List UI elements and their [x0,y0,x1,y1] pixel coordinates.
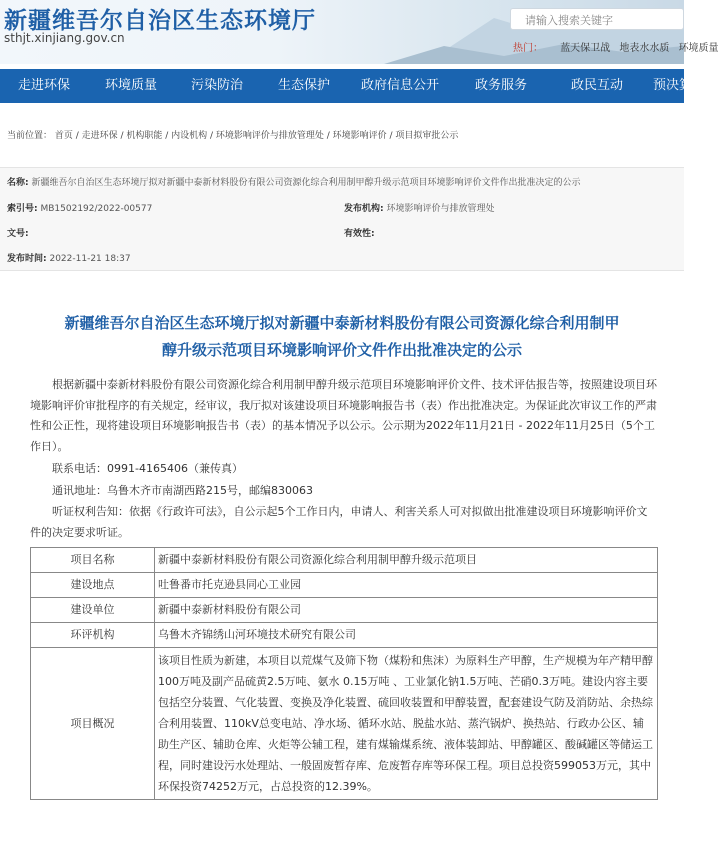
table-label: 项目概况 [31,648,155,800]
site-url: sthjt.xinjiang.gov.cn [4,31,125,45]
table-label: 建设地点 [31,573,155,598]
table-label: 项目名称 [31,548,155,573]
table-row [31,648,658,800]
hearing-notice: 听证权利告知：依据《行政许可法》，自公示起5个工作日内，申请人、利害关系人可对拟做出批准建设项目环境影响评价文件的决定要求听证。 [30,505,648,539]
meta-publisher-label: 发布机构: [344,204,384,214]
document-meta [0,167,684,271]
nav-item-gov-info[interactable]: 政府信息公开 [361,78,440,93]
meta-date-value: 2022-11-21 18:37 [49,254,131,264]
hot-word-link[interactable]: 环境质量 [678,43,719,54]
hot-word-link[interactable]: 地表水水质 [619,43,670,54]
site-title[interactable]: 新疆维吾尔自治区生态环境厅 [4,8,316,34]
article-title-line: 新疆维吾尔自治区生态环境厅拟对新疆中泰新材料股份有限公司资源化综合利用制甲 [64,314,620,332]
table-value: 新疆中泰新材料股份有限公司 [155,598,658,623]
table-value: 吐鲁番市托克逊县同心工业园 [155,573,658,598]
article-intro: 根据新疆中泰新材料股份有限公司资源化综合利用制甲醇升级示范项目环境影响评价文件、技术评估报告等，按照建设项目环境影响评价审批程序的有关规定，经审议，我厅拟对该建设项目环境影响报告书（表）作出批准决定。为保证此次审议工作的严肃性和公正性，现将建设项目环境影响报告书（表）的基本情况予以公示。公示期为2022年11月21日 - 2022年11月25日（5个工作日）。 [30,378,657,453]
meta-publisher-value: 环境影响评价与排放管理处 [386,204,495,214]
meta-validity-label: 有效性: [344,229,375,239]
meta-index-value: MB1502192/2022-00577 [40,204,153,214]
table-label: 建设单位 [31,598,155,623]
search-input[interactable]: 请输入搜索关键字 [510,8,684,30]
nav-item-about[interactable]: 走进环保 [18,78,71,93]
meta-date-label: 发布时间: [7,254,47,264]
nav-item-budget[interactable]: 预决算 [653,78,693,93]
nav-item-pollution-control[interactable]: 污染防治 [191,78,244,93]
table-label: 环评机构 [31,623,155,648]
nav-item-gov-service[interactable]: 政务服务 [475,78,528,93]
meta-name-label: 名称: [7,178,29,188]
table-value: 新疆中泰新材料股份有限公司资源化综合利用制甲醇升级示范项目 [155,548,658,573]
contact-phone: 联系电话：0991-4165406（兼传真） [52,462,243,475]
nav-item-interaction[interactable]: 政民互动 [571,78,624,93]
table-row [31,623,658,648]
breadcrumb[interactable]: 当前位置： 首页 / 走进环保 / 机构职能 / 内设机构 / 环境影响评价与排放管理处 / 环境影响评价 / 项目拟审批公示 [7,131,459,141]
hot-word-link[interactable]: 蓝天保卫战 [560,43,611,54]
table-row [31,548,658,573]
main-nav [0,69,693,103]
site-header [0,0,719,64]
table-row [31,573,658,598]
contact-address: 通讯地址：乌鲁木齐市南湖西路215号，邮编830063 [52,484,313,497]
table-value: 该项目性质为新建，本项目以荒煤气及筛下物（煤粉和焦沫）为原料生产甲醇，生产规模为年产精甲醇100万吨及副产品硫黄2.5万吨、氨水 0.15万吨 、工业氯化钠1.5万吨、芒硝0.3万吨。建设内容主要包括空分装置、气化装置、变换及净化装置、硫回收装置和甲醇装置，配套建设气防及消防站、余热综合利用装置、110kV总变电站、净水场、循环水站、脱盐水站、蒸汽锅炉、换热站、行政办公区、辅助生产区、辅助仓库、火炬等公辅工程，建有煤输煤系统、液体装卸站、甲醇罐区、酸碱罐区等储运工程，同时建设污水处理站、一般固废暂存库、危废暂存库等环保工程。项目总投资599053万元，其中环保投资74252万元，占总投资的12.39%。 [155,648,658,800]
nav-item-ecology[interactable]: 生态保护 [278,78,331,93]
meta-index-label: 索引号: [7,204,38,214]
nav-item-environment-quality[interactable]: 环境质量 [105,78,158,93]
table-row [31,598,658,623]
meta-docno-label: 文号: [7,229,29,239]
table-value: 乌鲁木齐锦绣山河环境技术研究有限公司 [155,623,658,648]
hot-words-label: 热门： [513,43,543,54]
article-title-line: 醇升级示范项目环境影响评价文件作出批准决定的公示 [161,341,522,359]
meta-name-value: 新疆维吾尔自治区生态环境厅拟对新疆中泰新材料股份有限公司资源化综合利用制甲醇升级示范项目环境影响评价文件作出批准决定的公示 [31,178,581,188]
article-title [0,310,684,364]
hot-words [513,39,725,54]
project-info-table [30,547,658,800]
